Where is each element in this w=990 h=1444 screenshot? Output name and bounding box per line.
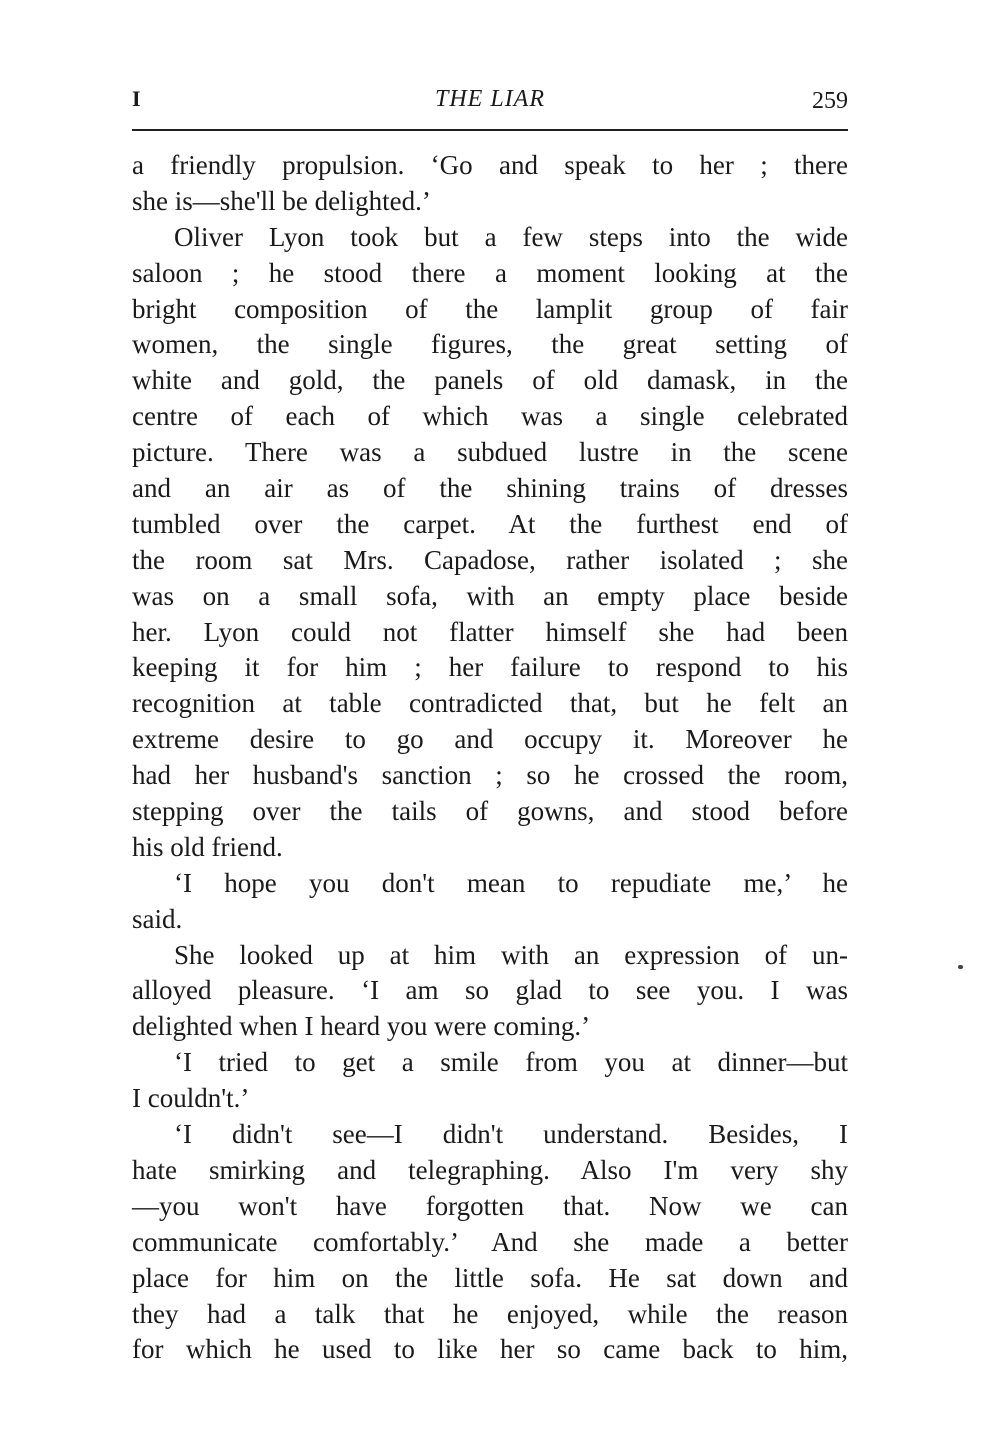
text-line: ‘I hope you don't mean to repudiate me,’ he	[174, 867, 848, 898]
text-line: and an air as of the shining trains of dresses	[132, 473, 848, 504]
text-line: alloyed pleasure. ‘I am so glad to see you. I was	[132, 975, 848, 1006]
header-rule	[132, 129, 848, 131]
text-line: recognition at table contradicted that, but he felt an	[132, 688, 848, 719]
text-line: the room sat Mrs. Capadose, rather isolated ; she	[132, 544, 848, 575]
text-line: communicate comfortably.’ And she made a better	[132, 1226, 848, 1257]
text-line: said.	[132, 903, 183, 934]
body-text	[132, 148, 848, 1368]
text-line: delighted when I heard you were coming.’	[132, 1011, 591, 1042]
text-line: centre of each of which was a single celebrated	[132, 401, 848, 432]
text-line: keeping it for him ; her failure to respond to his	[132, 652, 848, 683]
running-title: THE LIAR	[435, 86, 545, 112]
page-header	[132, 86, 848, 120]
text-line: ‘I didn't see—I didn't understand. Besides, I	[174, 1119, 848, 1150]
page-number: 259	[812, 88, 848, 114]
text-line: extreme desire to go and occupy it. Moreover he	[132, 724, 848, 755]
text-line: Oliver Lyon took but a few steps into the wide	[174, 221, 848, 252]
text-line: —you won't have forgotten that. Now we can	[132, 1190, 848, 1221]
text-line: her. Lyon could not flatter himself she had been	[132, 616, 848, 647]
text-line: ‘I tried to get a smile from you at dinner—but	[174, 1047, 848, 1078]
text-line: for which he used to like her so came back to him,	[132, 1334, 848, 1365]
text-line: she is—she'll be delighted.’	[132, 185, 431, 216]
signature-mark: I	[132, 86, 141, 111]
text-line: his old friend.	[132, 831, 283, 862]
stray-ink-mark	[958, 965, 963, 969]
text-line: bright composition of the lamplit group of fair	[132, 293, 848, 324]
text-line: had her husband's sanction ; so he crossed the room,	[132, 760, 848, 791]
text-line: a friendly propulsion. ‘Go and speak to her ; there	[132, 150, 848, 180]
text-line: I couldn't.’	[132, 1083, 250, 1114]
text-line: women, the single figures, the great setting of	[132, 329, 848, 360]
text-line: place for him on the little sofa. He sat down and	[132, 1262, 848, 1293]
text-line: tumbled over the carpet. At the furthest end of	[132, 508, 848, 539]
text-line: saloon ; he stood there a moment looking at the	[132, 257, 848, 288]
text-line: was on a small sofa, with an empty place beside	[132, 580, 848, 611]
text-line: stepping over the tails of gowns, and stood before	[132, 796, 848, 827]
text-line: picture. There was a subdued lustre in the scene	[132, 437, 848, 468]
text-line: hate smirking and telegraphing. Also I'm very shy	[132, 1154, 848, 1185]
text-line: they had a talk that he enjoyed, while the reason	[132, 1298, 848, 1329]
text-line: She looked up at him with an expression of un-	[174, 939, 848, 970]
text-line: white and gold, the panels of old damask, in the	[132, 365, 848, 396]
